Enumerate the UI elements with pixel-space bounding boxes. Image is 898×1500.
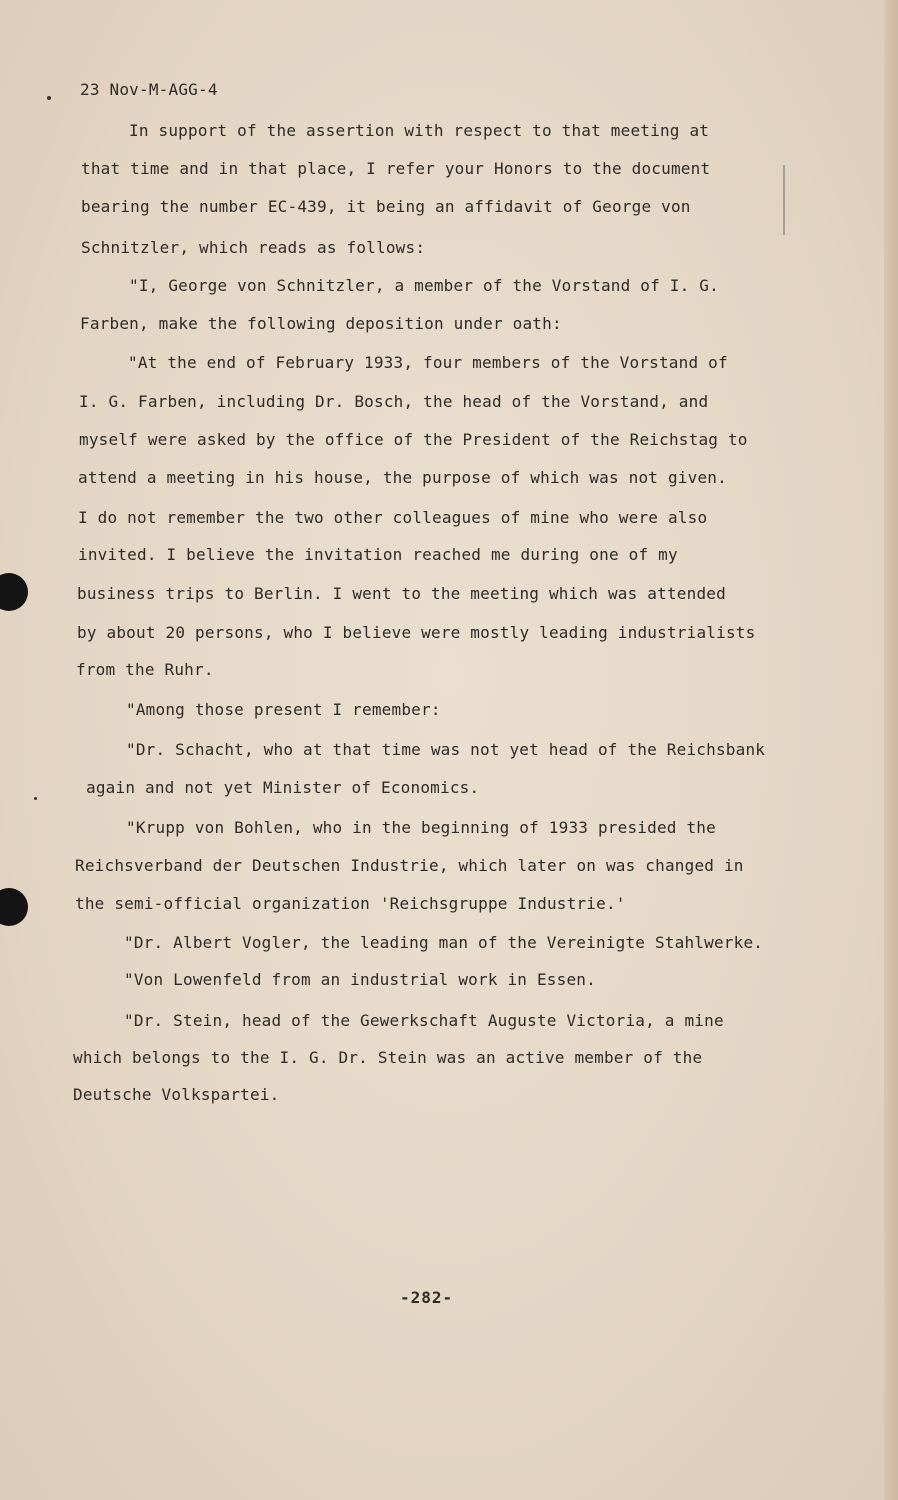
body-line: that time and in that place, I refer your Honors to the document <box>81 159 711 178</box>
body-line: "Krupp von Bohlen, who in the beginning of 1933 presided the <box>126 818 716 837</box>
body-line: "I, George von Schnitzler, a member of the Vorstand of I. G. <box>129 276 719 295</box>
body-line: Farben, make the following deposition under oath: <box>80 314 562 333</box>
body-line: I do not remember the two other colleagues of mine who were also <box>78 508 708 527</box>
margin-dot <box>47 96 51 100</box>
body-line: invited. I believe the invitation reached me during one of my <box>78 545 678 564</box>
body-line: by about 20 persons, who I believe were mostly leading industrialists <box>77 623 756 642</box>
body-line: myself were asked by the office of the President of the Reichstag to <box>79 430 748 449</box>
body-line: business trips to Berlin. I went to the meeting which was attended <box>77 584 726 603</box>
punch-hole-top <box>0 573 28 611</box>
body-line: Deutsche Volkspartei. <box>73 1085 280 1104</box>
body-line: "Von Lowenfeld from an industrial work in Essen. <box>124 970 596 989</box>
body-line: bearing the number EC-439, it being an affidavit of George von <box>81 197 691 216</box>
margin-dot <box>34 797 37 800</box>
body-line: "Dr. Schacht, who at that time was not yet head of the Reichsbank <box>126 740 766 759</box>
margin-pencil-mark <box>783 165 785 235</box>
document-header: 23 Nov-M-AGG-4 <box>80 80 218 99</box>
body-line: I. G. Farben, including Dr. Bosch, the head of the Vorstand, and <box>79 392 709 411</box>
body-line: "Dr. Stein, head of the Gewerkschaft Auguste Victoria, a mine <box>124 1011 724 1030</box>
body-line: the semi-official organization 'Reichsgruppe Industrie.' <box>75 894 626 913</box>
body-line: "At the end of February 1933, four members of the Vorstand of <box>128 353 728 372</box>
body-line: which belongs to the I. G. Dr. Stein was an active member of the <box>73 1048 703 1067</box>
body-line: "Dr. Albert Vogler, the leading man of the Vereinigte Stahlwerke. <box>124 933 764 952</box>
page-edge-shadow <box>884 0 898 1500</box>
body-line: again and not yet Minister of Economics. <box>86 778 480 797</box>
punch-hole-bottom <box>0 888 28 926</box>
body-line: Reichsverband der Deutschen Industrie, which later on was changed in <box>75 856 744 875</box>
body-line: Schnitzler, which reads as follows: <box>81 238 426 257</box>
page-number: -282- <box>400 1288 454 1307</box>
body-line: from the Ruhr. <box>76 660 214 679</box>
body-line: In support of the assertion with respect to that meeting at <box>129 121 710 140</box>
body-line: "Among those present I remember: <box>126 700 441 719</box>
body-line: attend a meeting in his house, the purpose of which was not given. <box>78 468 727 487</box>
